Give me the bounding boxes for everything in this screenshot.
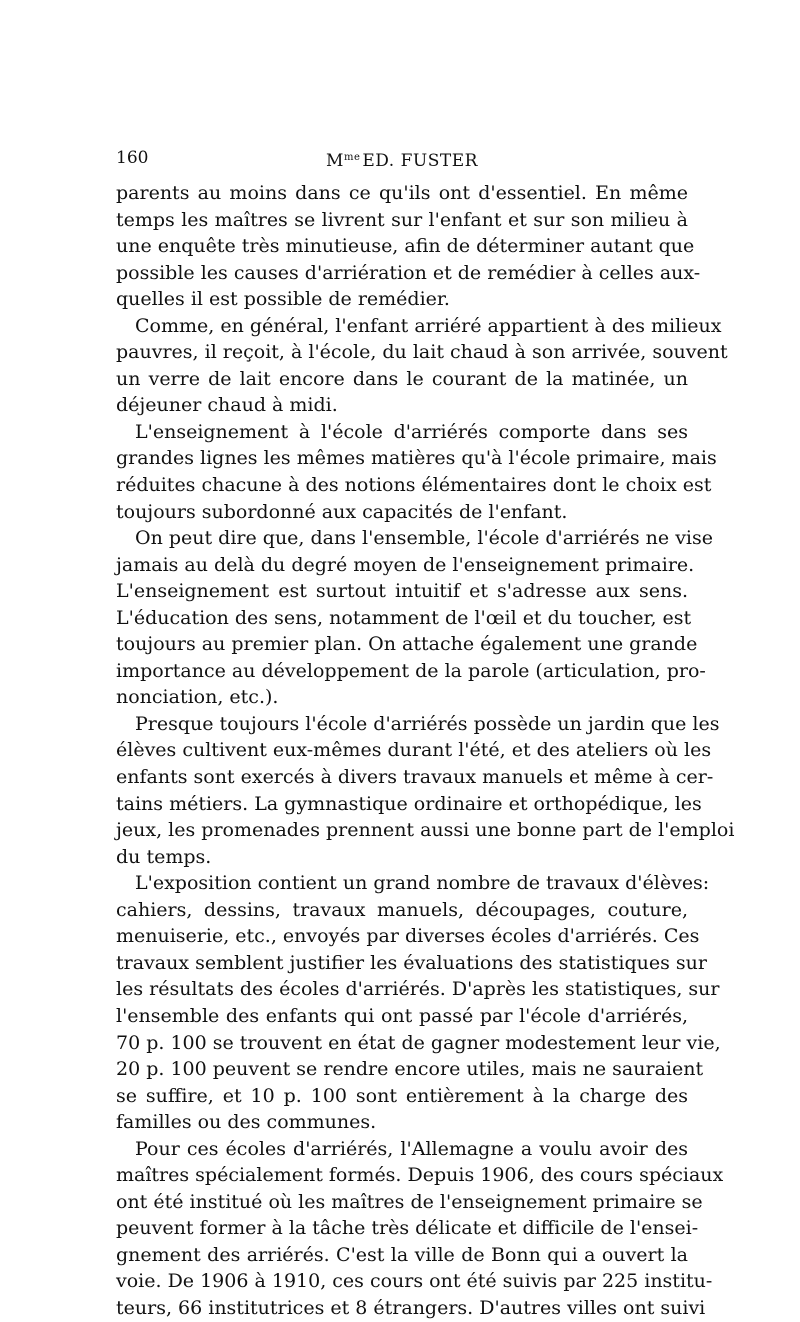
- text-line: réduites chacune à des notions élémentaires dont le choix est: [116, 474, 712, 497]
- text-line: jamais au delà du degré moyen de l'enseignement primaire.: [116, 553, 695, 576]
- text-line: l'ensemble des enfants qui ont passé par l'école d'arriérés,: [116, 1004, 688, 1027]
- running-head: [116, 146, 688, 170]
- text-line: 20 p. 100 peuvent se rendre encore utiles, mais ne sauraient: [116, 1058, 704, 1081]
- author-prefix-superscript: me: [343, 152, 361, 163]
- text-line: teurs, 66 institutrices et 8 étrangers. D'autres villes ont suivi: [116, 1296, 706, 1319]
- text-line: L'enseignement est surtout intuitif et s'adresse aux sens.: [116, 580, 688, 603]
- text-line: importance au développement de la parole (articulation, pro-: [116, 659, 706, 682]
- text-line: L'enseignement à l'école d'arriérés comporte dans ses: [135, 420, 688, 443]
- page-number: 160: [116, 148, 149, 168]
- text-line: travaux semblent justifier les évaluations des statistiques sur: [116, 951, 707, 974]
- text-line: toujours au premier plan. On attache également une grande: [116, 633, 698, 656]
- body-text: [116, 180, 735, 1322]
- text-line: jeux, les promenades prennent aussi une bonne part de l'emploi: [116, 819, 735, 842]
- text-line: Presque toujours l'école d'arriérés possède un jardin que les: [135, 712, 720, 735]
- text-line: parents au moins dans ce qu'ils ont d'essentiel. En même: [116, 182, 688, 204]
- text-line: ont été institué où les maîtres de l'enseignement primaire se: [116, 1190, 703, 1213]
- text-line: quelles il est possible de remédier.: [116, 288, 450, 311]
- author-prefix: M: [326, 151, 344, 171]
- text-line: L'exposition contient un grand nombre de travaux d'élèves:: [135, 872, 710, 895]
- text-line: L'éducation des sens, notamment de l'œil et du toucher, est: [116, 606, 692, 629]
- text-line: pauvres, il reçoit, à l'école, du lait chaud à son arrivée, souvent: [116, 341, 728, 364]
- text-line: 70 p. 100 se trouvent en état de gagner modestement leur vie,: [116, 1031, 721, 1054]
- text-line: On peut dire que, dans l'ensemble, l'école d'arriérés ne vise: [135, 527, 713, 550]
- text-line: une enquête très minutieuse, afin de déterminer autant que: [116, 235, 695, 258]
- text-line: peuvent former à la tâche très délicate et difficile de l'ensei-: [116, 1217, 699, 1240]
- text-line: grandes lignes les mêmes matières qu'à l'école primaire, mais: [116, 447, 717, 470]
- text-line: du temps.: [116, 845, 212, 868]
- text-line: élèves cultivent eux-mêmes durant l'été, et des ateliers où les: [116, 739, 712, 762]
- text-line: toujours subordonné aux capacités de l'enfant.: [116, 500, 568, 523]
- text-line: tains métiers. La gymnastique ordinaire et orthopédique, les: [116, 792, 702, 815]
- text-line: maîtres spécialement formés. Depuis 1906, des cours spéciaux: [116, 1164, 724, 1187]
- text-line: cahiers, dessins, travaux manuels, découpages, couture,: [116, 898, 688, 921]
- text-line: enfants sont exercés à divers travaux manuels et même à cer-: [116, 766, 714, 789]
- text-line: Pour ces écoles d'arriérés, l'Allemagne a voulu avoir des: [135, 1137, 688, 1160]
- text-line: menuiserie, etc., envoyés par diverses écoles d'arriérés. Ces: [116, 925, 700, 948]
- text-line: se suffire, et 10 p. 100 sont entièrement à la charge des: [116, 1084, 688, 1107]
- text-line: temps les maîtres se livrent sur l'enfant et sur son milieu à: [116, 208, 688, 231]
- text-line: un verre de lait encore dans le courant de la matinée, un: [116, 367, 688, 390]
- text-line: nonciation, etc.).: [116, 686, 279, 709]
- text-line: voie. De 1906 à 1910, ces cours ont été suivis par 225 institu-: [116, 1270, 713, 1293]
- running-title: [116, 146, 688, 173]
- text-line: déjeuner chaud à midi.: [116, 394, 338, 417]
- text-line: Comme, en général, l'enfant arriéré appartient à des milieux: [135, 314, 722, 337]
- author-name: ED. FUSTER: [362, 151, 478, 171]
- text-line: familles ou des communes.: [116, 1111, 377, 1134]
- text-line: gnement des arriérés. C'est la ville de Bonn qui a ouvert la: [116, 1243, 688, 1266]
- text-line: possible les causes d'arriération et de remédier à celles aux-: [116, 261, 701, 284]
- text-line: les résultats des écoles d'arriérés. D'après les statistiques, sur: [116, 978, 720, 1001]
